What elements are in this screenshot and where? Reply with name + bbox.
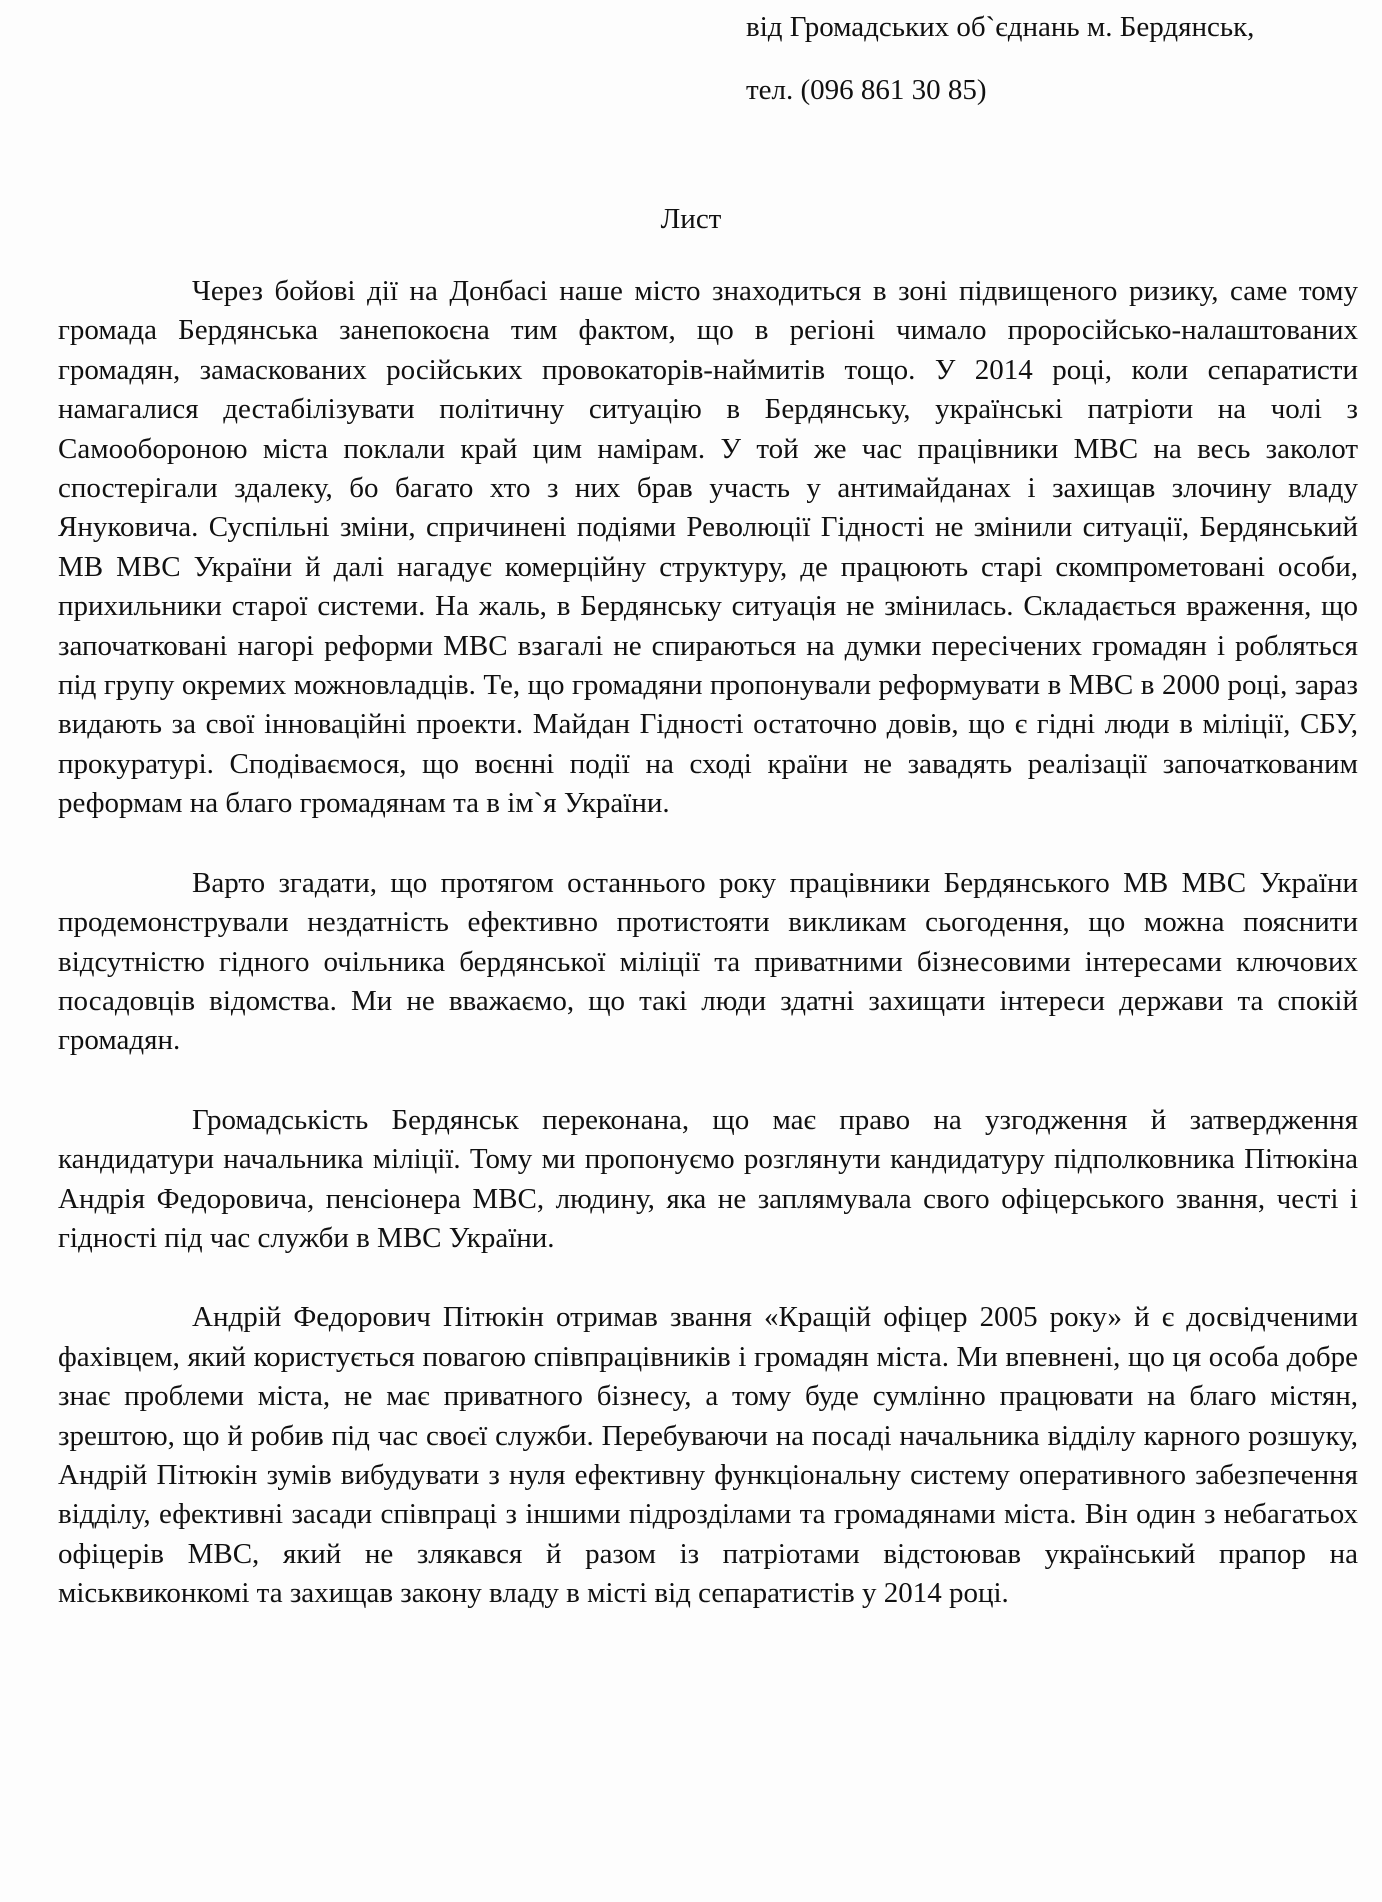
sender-header: [746, 10, 1346, 108]
paragraph-1: Через бойові дії на Донбасі наше місто знаходиться в зоні підвищеного ризику, саме тому громада Бердянська занепокоєна тим фактом, що в регіоні чимало проросійсько-налаштованих громадян, замаскованих російських провокаторів-наймитів тощо. У 2014 році, коли сепаратисти намагалися дестабілізувати політичну ситуацію в Бердянську, українські патріоти на чолі з Самообороною міста поклали край цим намірам. У той же час працівники МВС на весь заколот спостерігали здалеку, бо багато хто з них брав участь у антимайданах і захищав злочину владу Януковича. Суспільні зміни, спричинені подіями Революції Гідності не змінили ситуації, Бердянський МВ МВС України й далі нагадує комерційну структуру, де працюють старі скомпрометовані особи, прихильники старої системи. На жаль, в Бердянську ситуація не змінилась. Складається враження, що започатковані нагорі реформи МВС взагалі не спираються на думки пересічених громадян і робляться під групу окремих можновладців. Те, що громадяни пропонували реформувати в МВС в 2000 році, зараз видають за свої інноваційні проекти. Майдан Гідності остаточно довів, що є гідні люди в міліції, СБУ, прокуратурі. Сподіваємося, що воєнні події на сході країни не завадять реалізації започаткованим реформам на благо громадянам та в ім`я України.: [58, 275, 1358, 820]
paragraph-3: Громадськість Бердянськ переконана, що має право на узгодження й затвердження кандидатури начальника міліції. Тому ми пропонуємо розглянути кандидатуру підполковника Пітюкіна Андрія Федоровича, пенсіонера МВС, людину, яка не заплямувала свого офіцерського звання, честі і гідності під час служби в МВС України.: [58, 1103, 1358, 1254]
paragraph-2: Варто згадати, що протягом останнього року працівники Бердянського МВ МВС України продемонстрували нездатність ефективно протистояти викликам сьогодення, що можна пояснити відсутністю гідного очільника бердянської міліції та приватними бізнесовими інтересами ключових посадовців відомства. Ми не вважаємо, що такі люди здатні захищати інтереси держави та спокій громадян.: [58, 866, 1358, 1057]
sender-line: від Громадських об`єднань м. Бердянськ,: [746, 11, 1255, 43]
phone-line: тел. (096 861 30 85): [746, 73, 987, 106]
document-title: Лист: [660, 203, 722, 235]
paragraph-4: Андрій Федорович Пітюкін отримав звання «Кращій офіцер 2005 року» й є досвідченими фахівцем, який користується повагою співпрацівників і громадян міста. Ми впевнені, що ця особа добре знає проблеми міста, не має приватного бізнесу, а тому буде сумлінно працювати на благо містян, зрештою, що й робив під час своєї служби. Перебуваючи на посаді начальника відділу карного розшуку, Андрій Пітюкін зумів вибудувати з нуля ефективну функціональну систему оперативного забезпечення відділу, ефективні засади співпраці з іншими підрозділами та громадянами міста. Він один з небагатьох офіцерів МВС, який не злякався й разом із патріотами відстоював український прапор на міськвиконкомі та захищав закону владу в місті від сепаратистів у 2014 році.: [58, 1301, 1358, 1610]
document-body: [58, 272, 1358, 1614]
